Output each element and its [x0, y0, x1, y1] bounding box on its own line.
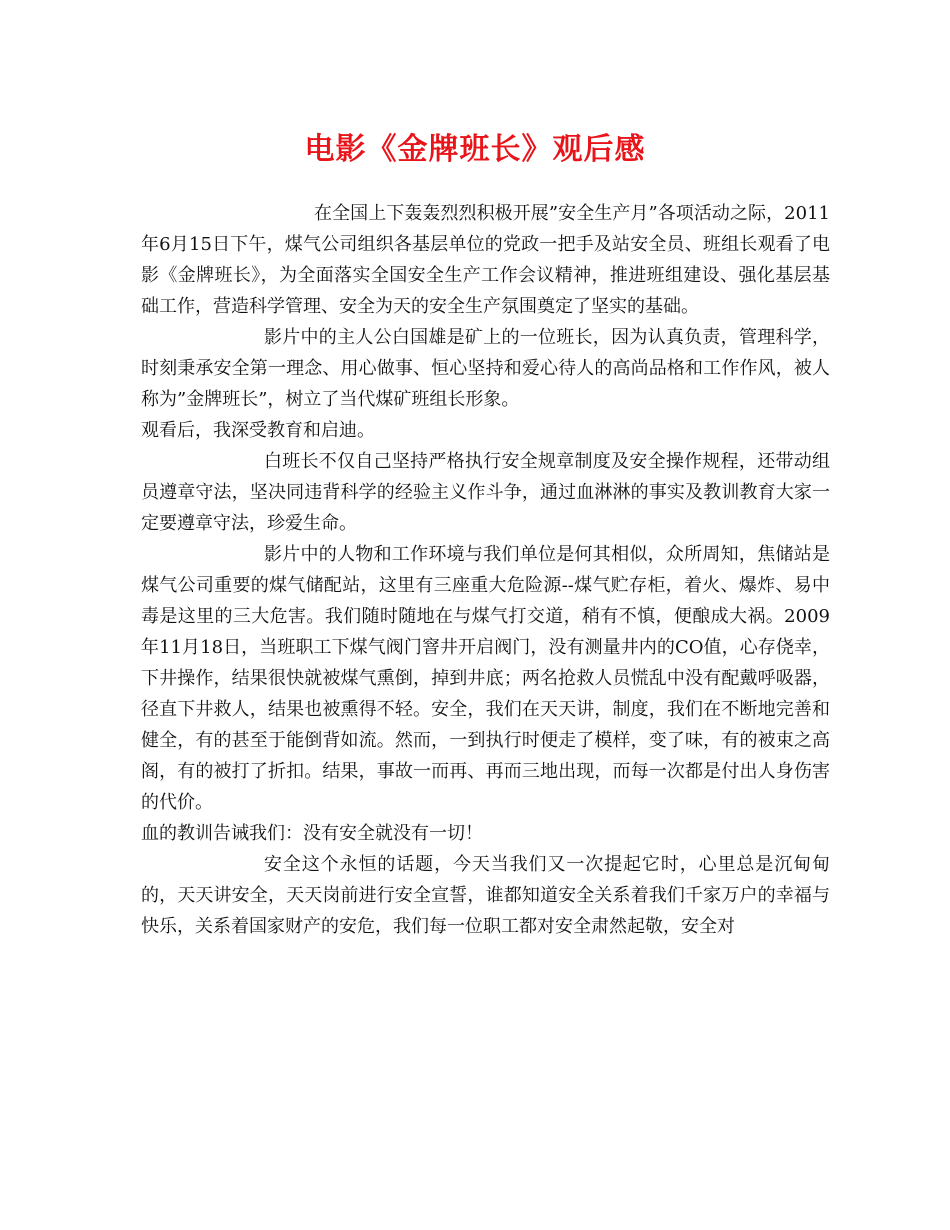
paragraph-3: 观看后，我深受教育和启迪。	[141, 420, 375, 441]
document-title: 电影《金牌班长》观后感	[304, 132, 646, 167]
paragraph-1: 在全国上下轰轰烈烈积极开展”安全生产月”各项活动之际，2011年6月15日下午，煤气公司组织各基层单位的党政一把手及站安全员、班组长观看了电影《金牌班长》，为全面落实全国安全生产工作会议精神，推进班组建设、强化基层基础工作，营造科学管理、安全为天的安全生产氛围奠定了坚实的基础。	[141, 203, 830, 317]
paragraph-7: 安全这个永恒的话题，今天当我们又一次提起它时，心里总是沉甸甸的，天天讲安全，天天岗前进行安全宣誓，谁都知道安全关系着我们千家万户的幸福与快乐，关系着国家财产的安危，我们每一位职工都对安全肃然起敬，安全对	[141, 854, 830, 937]
document-body	[141, 198, 830, 942]
paragraph-5: 影片中的人物和工作环境与我们单位是何其相似，众所周知，焦储站是煤气公司重要的煤气储配站，这里有三座重大危险源--煤气贮存柜，着火、爆炸、易中毒是这里的三大危害。我们随时随地在与煤气打交道，稍有不慎，便酿成大祸。2009年11月18日，当班职工下煤气阀门窨井开启阀门，没有测量井内的CO值，心存侥幸，下井操作，结果很快就被煤气熏倒，掉到井底；两名抢救人员慌乱中没有配戴呼吸器，径直下井救人，结果也被熏得不轻。安全，我们在天天讲，制度，我们在不断地完善和健全，有的甚至于能倒背如流。然而，一到执行时便走了模样，变了味，有的被束之高阁，有的被打了折扣。结果，事故一而再、再而三地出现，而每一次都是付出人身伤害的代价。	[141, 544, 830, 813]
paragraph-4: 白班长不仅自己坚持严格执行安全规章制度及安全操作规程，还带动组员遵章守法，坚决同违背科学的经验主义作斗争，通过血淋淋的事实及教训教育大家一定要遵章守法，珍爱生命。	[141, 451, 830, 534]
paragraph-2: 影片中的主人公白国雄是矿上的一位班长，因为认真负责，管理科学，时刻秉承安全第一理念、用心做事、恒心坚持和爱心待人的高尚品格和工作作风，被人称为”金牌班长”，树立了当代煤矿班组长形象。	[141, 327, 830, 410]
paragraph-6: 血的教训告诫我们：没有安全就没有一切！	[141, 823, 483, 844]
